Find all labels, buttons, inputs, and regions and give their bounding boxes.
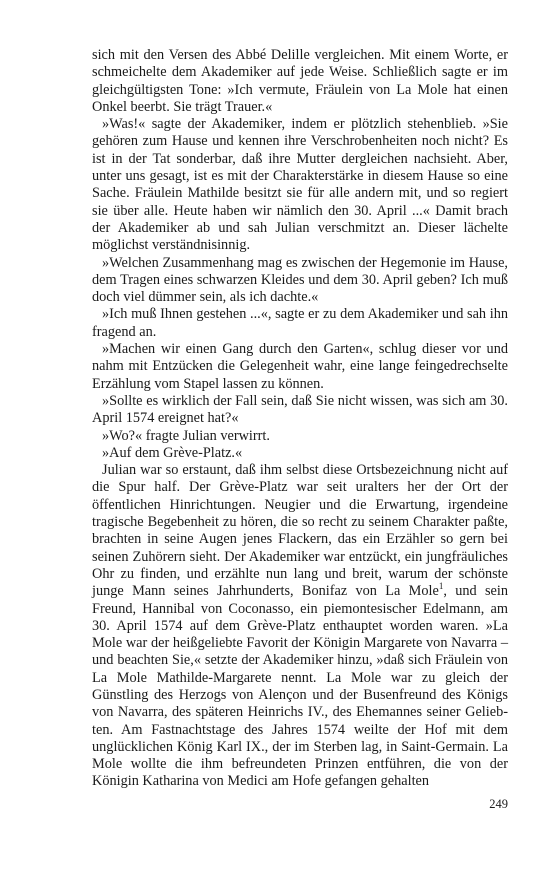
paragraph-6: »Sollte es wirklich der Fall sein, daß Sie nicht wissen, was sich am 30. April 1574 ereignet hat?« bbox=[92, 392, 508, 427]
paragraph-1: sich mit den Versen des Abbé Delille vergleichen. Mit einem Worte, er schmeichelte dem Akademiker auf jede Weise. Schließlich sagte er im gleichgültigsten Tone: »Ich vermute, Fräulein von La Mole hat einen Onkel beerbt. Sie trägt Trauer.« bbox=[92, 47, 508, 115]
paragraph-9 bbox=[92, 462, 508, 791]
paragraph-4: »Ich muß Ihnen gestehen ...«, sagte er zu dem Akademiker und sah ihn fragend an. bbox=[92, 306, 508, 340]
paragraph-5: »Machen wir einen Gang durch den Garten«, schlug dieser vor und nahm mit Entzücken die Gelegenheit wahr, eine lange feingedrechselte Erzählung vom Stapel lassen zu können. bbox=[92, 341, 508, 392]
page-number: 249 bbox=[489, 797, 508, 811]
paragraph-2: »Was!« sagte der Akademiker, indem er plötzlich stehenblieb. »Sie gehören zum Hause und kennen ihre Verschrobenheiten noch nicht? Es ist in der Tat sonderbar, daß ihre Mutter dergleichen nachsieht. Aber, unter uns gesagt, ist es mit der Charakterstärke in diesem Hause so eine Sache. Fräulein Mathilde besitzt sie für alle andern mit, und so regiert sie über alle. Heute haben wir nämlich den 30. April ...« Damit brach der Akademiker ab und sah Julian verschmitzt an. Dieser lächelte möglichst verständnisinnig. bbox=[92, 116, 508, 254]
paragraph-9-before-note: Julian war so erstaunt, daß ihm selbst diese Ortsbezeichnung nicht auf die Spur half. Der Grève-Platz war seit uralters her der Ort der öffentlichen Hinrichtungen. Neugier und die Erwartung, irgendeine tragische Begebenheit zu hören, die so recht zu seinem Charakter paßte, brachten in seine Augen jenes Flackern, das ein Erzähler so gern bei seinen Zuhörern sieht. Der Akademiker war entzückt, ein jungfräuliches Ohr zu finden, und erzählte nun lang und breit, warum der schönste junge Mann seines Jahrhunderts, Bonifaz von La Mole bbox=[92, 462, 508, 600]
paragraph-9-after-note: , und sein Freund, Hannibal von Coconasso, ein piemontesischer Edelmann, am 30. April 1574 auf dem Grève-Platz enthauptet worden waren. »La Mole war der heißgeliebte Favorit der Königin Margarete von Navarra – und beachten Sie,« setzte der Akademiker hinzu, »daß sich Fräulein von La Mole Mathilde-Margarete nennt. La Mole war zu gleich der Günstling des Herzogs von Alençon und der Busenfreund des Königs von Navarra, des späteren Heinrichs IV., des Ehemannes seiner Geliebten. Am Fastnachtstage des Jahres 1574 weilte der Hof mit dem unglücklichen König Karl IX., der im Sterben lag, in Saint-Germain. La Mole wollte die ihm befreundeten Prinzen entführen, die von der Königin Katharina von Medici am Hofe gefangen gehalten bbox=[92, 583, 508, 790]
footnote-mark: 1 bbox=[438, 581, 444, 592]
page-text-body bbox=[92, 47, 508, 791]
paragraph-3: »Welchen Zusammenhang mag es zwischen der Hegemonie im Hause, dem Tragen eines schwarzen Kleides und dem 30. April geben? Ich muß doch viel dümmer sein, als ich dachte.« bbox=[92, 254, 508, 306]
paragraph-7: »Wo?« fragte Julian verwirrt. bbox=[102, 427, 270, 444]
paragraph-8: »Auf dem Grève-Platz.« bbox=[102, 444, 243, 461]
